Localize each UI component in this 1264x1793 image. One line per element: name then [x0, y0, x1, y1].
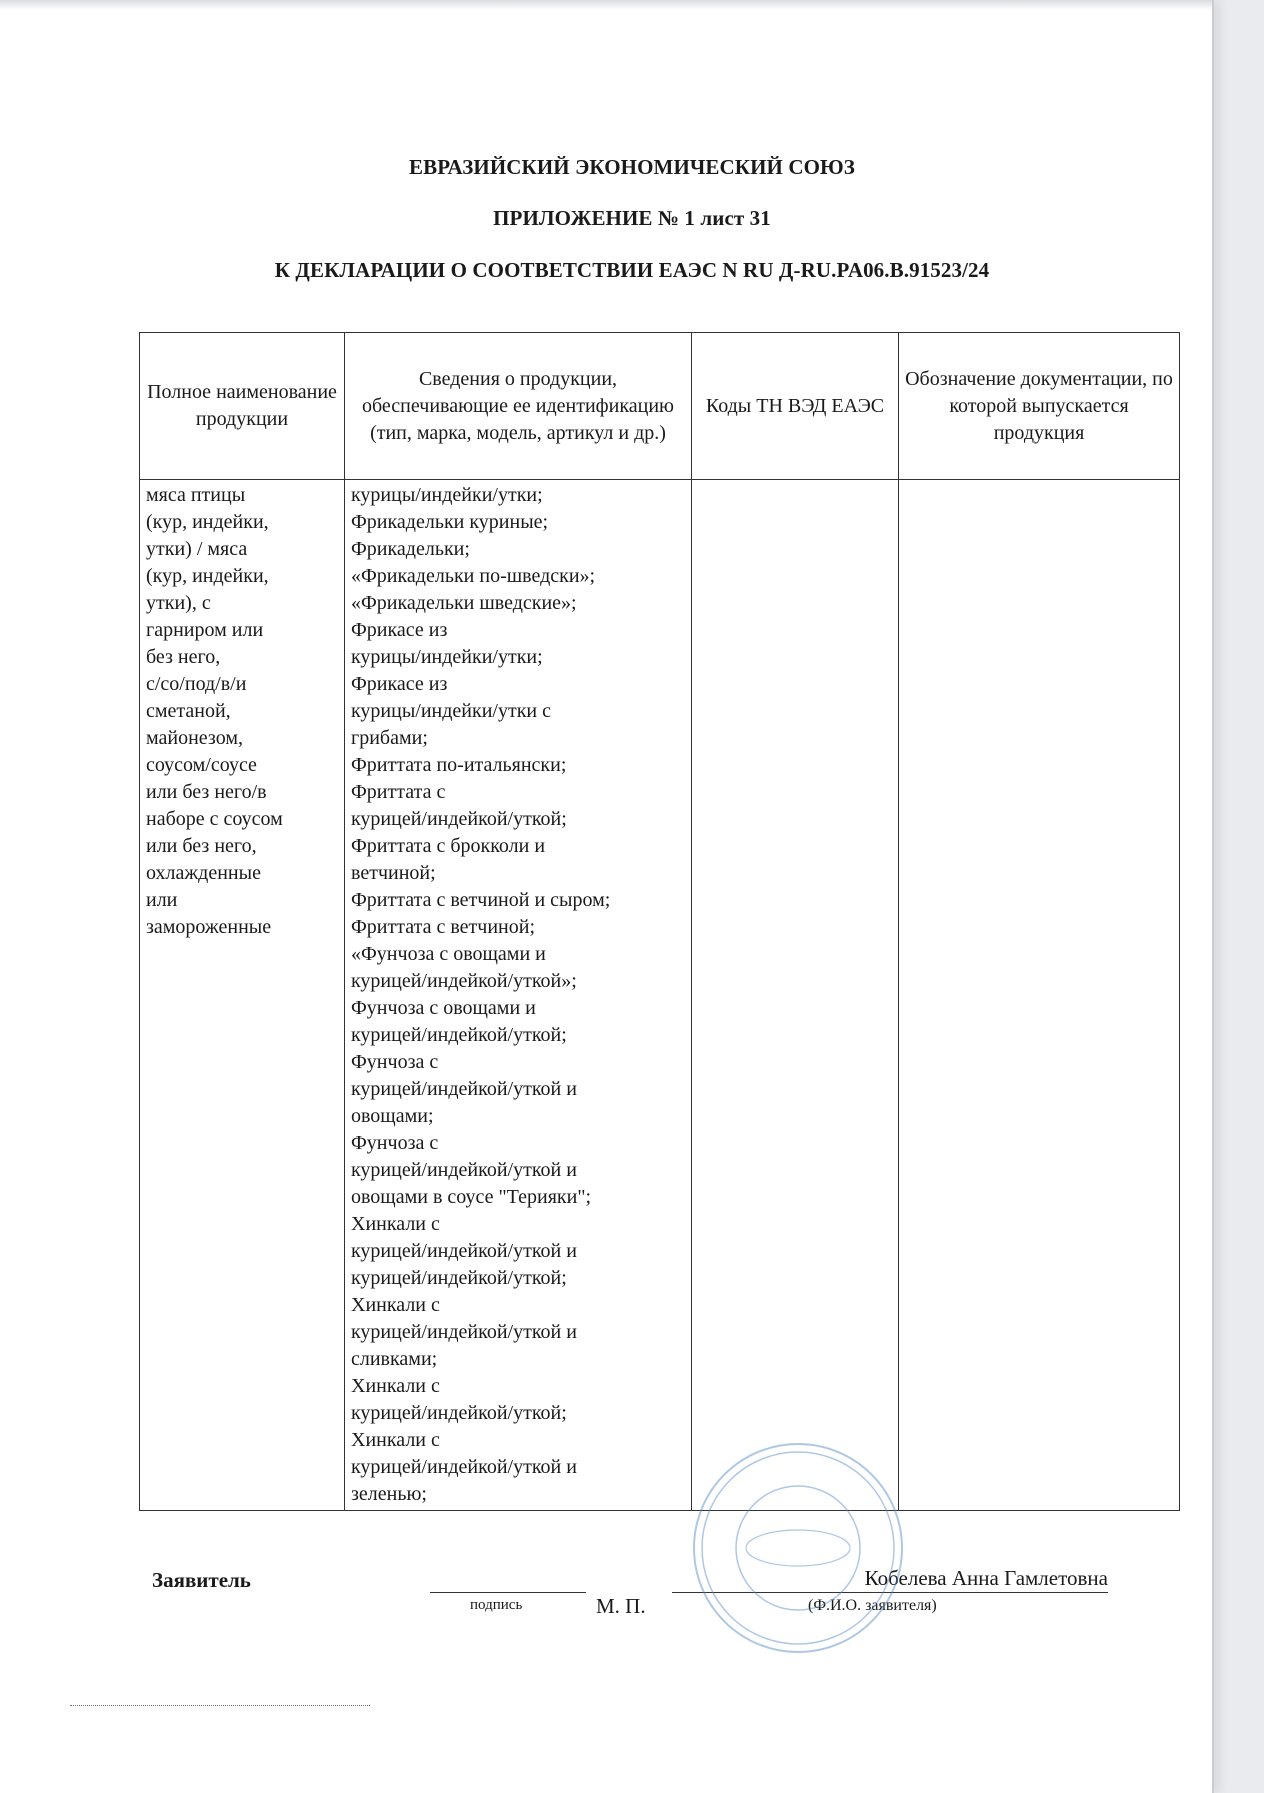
- product-info-line: курицей/индейкой/уткой;: [351, 808, 567, 830]
- product-info-line: курицей/индейкой/уткой;: [351, 1402, 567, 1424]
- column-header-hs-codes: Коды ТН ВЭД ЕАЭС: [692, 333, 899, 480]
- hs-codes-cell: [692, 480, 899, 1511]
- product-name-line: сметаной,: [146, 700, 231, 722]
- product-info-line: Фриттата с брокколи и: [351, 835, 546, 857]
- column-header-product-info: Сведения о продукции, обеспечивающие ее идентификацию (тип, марка, модель, артикул и др.): [345, 333, 692, 480]
- appendix-heading: ПРИЛОЖЕНИЕ № 1 лист 31: [493, 206, 771, 230]
- product-info-line: курицей/индейкой/уткой и: [351, 1240, 577, 1262]
- product-info-line: грибами;: [351, 727, 428, 749]
- product-name-line: с/со/под/в/и: [146, 673, 247, 695]
- stamp-caption: М. П.: [596, 1594, 646, 1618]
- product-info-line: Хинкали с: [351, 1429, 440, 1451]
- product-info-cell: [345, 480, 692, 1511]
- product-info-line: овощами в соусе "Терияки";: [351, 1186, 592, 1208]
- product-info-line: курицей/индейкой/уткой и: [351, 1321, 577, 1343]
- signature-line: [430, 1592, 586, 1593]
- product-name-line: майонезом,: [146, 727, 243, 749]
- products-table: [139, 332, 1180, 1511]
- product-info-line: Фунчоза с: [351, 1051, 439, 1073]
- product-info-line: ветчиной;: [351, 862, 436, 884]
- declaration-heading: К ДЕКЛАРАЦИИ О СООТВЕТСТВИИ ЕАЭС N RU Д-RU.PA06.B.91523/24: [274, 258, 990, 282]
- product-name-cell: [140, 480, 345, 1511]
- union-heading: ЕВРАЗИЙСКИЙ ЭКОНОМИЧЕСКИЙ СОЮЗ: [409, 155, 855, 179]
- applicant-name: Кобелева Анна Гамлетовна: [864, 1566, 1108, 1590]
- product-name-line: охлажденные: [146, 862, 261, 884]
- product-info-line: курицы/индейки/утки с: [351, 700, 552, 722]
- product-name-line: гарниром или: [146, 619, 264, 641]
- product-info-line: «Фрикадельки по-шведски»;: [351, 565, 596, 587]
- column-header-documentation: Обозначение документации, по которой выпускается продукция: [899, 333, 1180, 480]
- product-info-line: курицы/индейки/утки;: [351, 484, 543, 506]
- product-name-line: утки), с: [146, 592, 211, 614]
- product-info-line: Фунчоза с овощами и: [351, 997, 536, 1019]
- product-info-line: курицей/индейкой/уткой;: [351, 1024, 567, 1046]
- product-info-line: Хинкали с: [351, 1294, 440, 1316]
- product-info-line: «Фрикадельки шведские»;: [351, 592, 577, 614]
- product-info-line: Фриттата по-итальянски;: [351, 754, 567, 776]
- product-info-line: Фриттата с ветчиной;: [351, 916, 535, 938]
- stamp-center-mark: [746, 1530, 850, 1566]
- product-name-lines: [146, 482, 338, 941]
- bottom-rule: [70, 1705, 370, 1706]
- product-info-line: «Фунчоза с овощами и: [351, 943, 546, 965]
- product-name-line: или: [146, 889, 178, 911]
- product-info-line: курицы/индейки/утки;: [351, 646, 543, 668]
- product-info-line: курицей/индейкой/уткой и: [351, 1159, 577, 1181]
- product-name-line: утки) / мяса: [146, 538, 248, 560]
- product-name-line: соусом/соусе: [146, 754, 257, 776]
- product-name-line: замороженные: [146, 916, 272, 938]
- product-info-line: зеленью;: [351, 1483, 427, 1505]
- product-info-line: сливками;: [351, 1348, 438, 1370]
- product-info-line: Фунчоза с: [351, 1132, 439, 1154]
- product-info-line: курицей/индейкой/уткой»;: [351, 970, 577, 992]
- product-info-line: курицей/индейкой/уткой и: [351, 1456, 577, 1478]
- product-info-line: Фриттата с ветчиной и сыром;: [351, 889, 611, 911]
- product-info-line: Фрикадельки;: [351, 538, 470, 560]
- product-info-line: Хинкали с: [351, 1375, 440, 1397]
- product-name-line: или без него,: [146, 835, 257, 857]
- column-header-product-name: Полное наименование продукции: [140, 333, 345, 480]
- product-info-line: курицей/индейкой/уткой;: [351, 1267, 567, 1289]
- seal-stamp-icon: [688, 1438, 908, 1658]
- product-info-line: Фриттата с: [351, 781, 446, 803]
- product-info-line: курицей/индейкой/уткой и: [351, 1078, 577, 1100]
- product-info-line: овощами;: [351, 1105, 434, 1127]
- product-name-line: (кур, индейки,: [146, 511, 269, 533]
- product-name-line: наборе с соусом: [146, 808, 283, 830]
- product-name-line: мяса птицы: [146, 484, 246, 506]
- product-name-line: без него,: [146, 646, 221, 668]
- product-info-line: Фрикасе из: [351, 619, 448, 641]
- product-name-line: или без него/в: [146, 781, 267, 803]
- documentation-cell: [899, 480, 1180, 1511]
- stamp-inner-ring: [736, 1486, 860, 1610]
- product-info-line: Хинкали с: [351, 1213, 440, 1235]
- product-info-line: Фрикадельки куриные;: [351, 511, 549, 533]
- table-row: [140, 480, 1180, 1511]
- product-info-line: Фрикасе из: [351, 673, 448, 695]
- product-name-line: (кур, индейки,: [146, 565, 269, 587]
- scan-edge: [0, 0, 1212, 10]
- stamp-middle-ring: [702, 1452, 894, 1644]
- stamp-outer-ring: [694, 1444, 902, 1652]
- signature-caption: подпись: [470, 1597, 523, 1613]
- product-info-lines: [351, 482, 685, 1508]
- fio-caption: (Ф.И.О. заявителя): [808, 1597, 937, 1614]
- applicant-label: Заявитель: [152, 1568, 251, 1592]
- table-header-row: [140, 333, 1180, 480]
